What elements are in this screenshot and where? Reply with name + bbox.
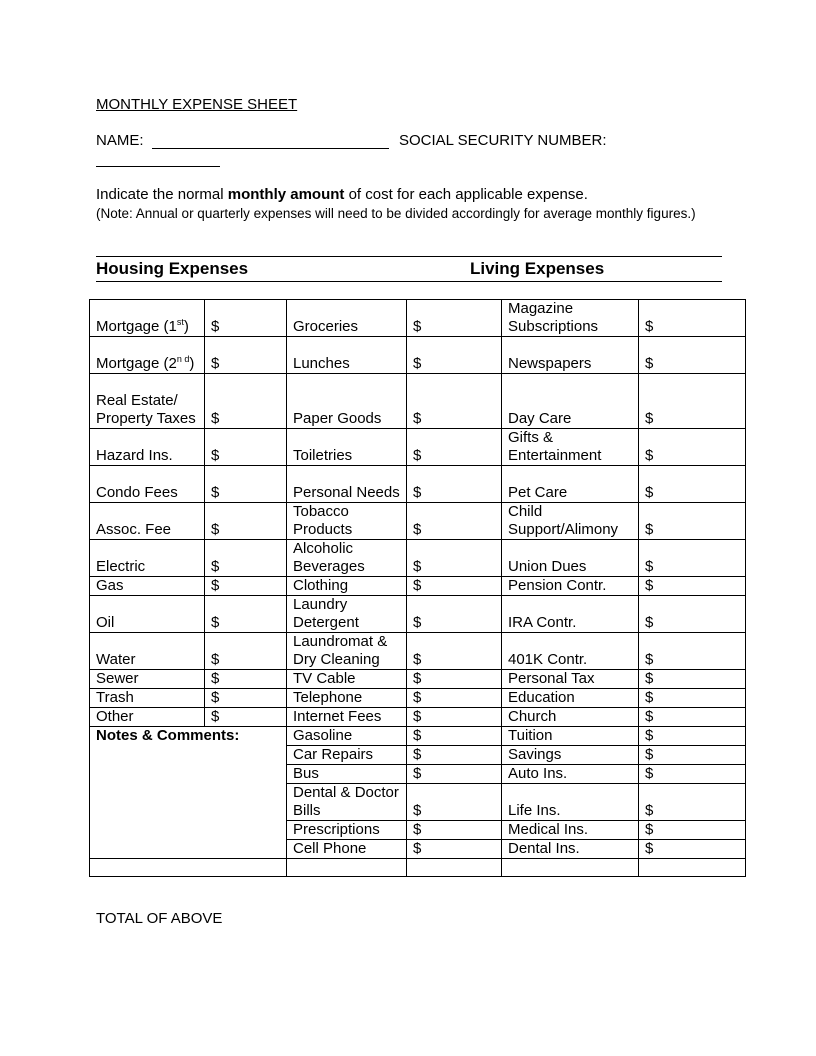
empty-cell[interactable]	[90, 859, 287, 877]
living-expense-label: Child Support/Alimony	[502, 503, 639, 540]
empty-cell[interactable]	[407, 859, 502, 877]
housing-expense-label	[90, 503, 205, 540]
table-row	[90, 727, 746, 746]
housing-expense-label	[90, 708, 205, 727]
living-expense-label: Tuition	[502, 727, 639, 746]
living-amount-field[interactable]: $	[639, 540, 746, 577]
housing-amount-field[interactable]: $	[205, 633, 287, 670]
living-amount-field[interactable]: $	[407, 503, 502, 540]
living-expense-label: Paper Goods	[287, 374, 407, 429]
table-row	[90, 300, 746, 337]
living-expense-label: Gifts & Entertainment	[502, 429, 639, 466]
housing-expense-label	[90, 429, 205, 466]
living-amount-field[interactable]: $	[639, 840, 746, 859]
housing-amount-field[interactable]: $	[205, 596, 287, 633]
living-amount-field[interactable]: $	[407, 429, 502, 466]
expense-label-text: Trash	[96, 689, 134, 706]
section-divider-bottom	[96, 281, 722, 282]
living-amount-field[interactable]: $	[639, 577, 746, 596]
living-amount-field[interactable]: $	[639, 503, 746, 540]
notes-comments-area[interactable]: Notes & Comments:	[90, 727, 287, 859]
living-amount-field[interactable]: $	[407, 596, 502, 633]
living-amount-field[interactable]: $	[407, 689, 502, 708]
instructions-bold: monthly amount	[227, 186, 345, 203]
housing-expense-label	[90, 540, 205, 577]
housing-amount-field[interactable]: $	[205, 577, 287, 596]
living-amount-field[interactable]: $	[407, 374, 502, 429]
living-expense-label: Education	[502, 689, 639, 708]
table-row	[90, 577, 746, 596]
expense-label-text: Other	[96, 708, 134, 725]
housing-expenses-heading: Housing Expenses	[96, 259, 249, 278]
housing-expense-label	[90, 374, 205, 429]
living-amount-field[interactable]: $	[639, 670, 746, 689]
expense-label-tail: )	[183, 318, 189, 335]
living-amount-field[interactable]: $	[407, 840, 502, 859]
housing-expense-label	[90, 300, 205, 337]
name-label: NAME:	[96, 132, 144, 149]
living-expense-label: 401K Contr.	[502, 633, 639, 670]
living-expense-label: Pet Care	[502, 466, 639, 503]
expense-label-text: Oil	[96, 614, 115, 631]
living-amount-field[interactable]: $	[407, 466, 502, 503]
living-expense-label: Dental & Doctor Bills	[287, 784, 407, 821]
living-expense-label: Telephone	[287, 689, 407, 708]
housing-expense-label	[90, 466, 205, 503]
living-expense-label: Tobacco Products	[287, 503, 407, 540]
living-expenses-heading: Living Expenses	[470, 259, 605, 278]
living-expense-label: Personal Needs	[287, 466, 407, 503]
expense-label-text: Mortgage (1	[96, 318, 177, 335]
expense-label-text: Mortgage (2	[96, 355, 177, 372]
living-amount-field[interactable]: $	[407, 633, 502, 670]
housing-expense-label	[90, 670, 205, 689]
table-row-empty	[90, 859, 746, 877]
living-expense-label: Car Repairs	[287, 746, 407, 765]
expense-table	[89, 299, 746, 877]
expense-label-text: Condo Fees	[96, 484, 178, 501]
living-amount-field[interactable]: $	[639, 821, 746, 840]
housing-amount-field[interactable]: $	[205, 300, 287, 337]
instructions-note: (Note: Annual or quarterly expenses will need to be divided accordingly for average monthly figures.)	[96, 206, 696, 221]
living-expense-label: Cell Phone	[287, 840, 407, 859]
living-expense-label: Savings	[502, 746, 639, 765]
ssn-blank-line[interactable]	[96, 166, 220, 167]
ordinal-suffix: n d	[176, 354, 190, 364]
table-row	[90, 429, 746, 466]
table-row	[90, 503, 746, 540]
expense-label-text: Sewer	[96, 670, 139, 687]
empty-cell[interactable]	[502, 859, 639, 877]
living-expense-label: TV Cable	[287, 670, 407, 689]
living-amount-field[interactable]: $	[639, 689, 746, 708]
living-amount-field[interactable]: $	[639, 708, 746, 727]
living-amount-field[interactable]: $	[639, 746, 746, 765]
living-expense-label: IRA Contr.	[502, 596, 639, 633]
living-amount-field[interactable]: $	[639, 429, 746, 466]
table-row	[90, 633, 746, 670]
expense-label-text: Water	[96, 651, 136, 668]
living-amount-field[interactable]: $	[639, 727, 746, 746]
instructions	[96, 186, 588, 203]
section-divider-top	[96, 256, 722, 257]
living-expense-label: Laundromat & Dry Cleaning	[287, 633, 407, 670]
living-expense-label: Auto Ins.	[502, 765, 639, 784]
housing-amount-field[interactable]: $	[205, 374, 287, 429]
instructions-suffix: of cost for each applicable expense.	[344, 186, 588, 203]
housing-amount-field[interactable]: $	[205, 689, 287, 708]
living-expense-label: Gasoline	[287, 727, 407, 746]
name-blank-line[interactable]	[152, 148, 389, 149]
expense-label-text: Real Estate/ Property Taxes	[96, 392, 196, 427]
housing-expense-label	[90, 596, 205, 633]
empty-cell[interactable]	[639, 859, 746, 877]
expense-label-text: Gas	[96, 577, 124, 594]
empty-cell[interactable]	[287, 859, 407, 877]
living-amount-field[interactable]: $	[407, 765, 502, 784]
expense-label-tail: )	[189, 355, 195, 372]
living-expense-label: Laundry Detergent	[287, 596, 407, 633]
living-expense-label: Internet Fees	[287, 708, 407, 727]
living-expense-label: Clothing	[287, 577, 407, 596]
expense-label-text: Hazard Ins.	[96, 447, 173, 464]
living-expense-label: Dental Ins.	[502, 840, 639, 859]
living-amount-field[interactable]: $	[639, 633, 746, 670]
living-amount-field[interactable]: $	[639, 784, 746, 821]
living-amount-field[interactable]: $	[407, 821, 502, 840]
living-amount-field[interactable]: $	[407, 300, 502, 337]
expense-label-text: Assoc. Fee	[96, 521, 172, 538]
living-expense-label: Bus	[287, 765, 407, 784]
living-amount-field[interactable]: $	[407, 337, 502, 374]
expense-label-text: Electric	[96, 558, 146, 575]
housing-amount-field[interactable]: $	[205, 429, 287, 466]
housing-amount-field[interactable]: $	[205, 540, 287, 577]
table-row	[90, 540, 746, 577]
housing-expense-label	[90, 337, 205, 374]
table-row	[90, 337, 746, 374]
living-amount-field[interactable]: $	[639, 596, 746, 633]
living-expense-label: Newspapers	[502, 337, 639, 374]
living-amount-field[interactable]: $	[639, 466, 746, 503]
table-row	[90, 596, 746, 633]
housing-expense-label	[90, 633, 205, 670]
instructions-prefix: Indicate the normal	[96, 186, 228, 203]
living-expense-label: Groceries	[287, 300, 407, 337]
living-expense-label: Toiletries	[287, 429, 407, 466]
living-expense-label: Alcoholic Beverages	[287, 540, 407, 577]
living-amount-field[interactable]: $	[407, 746, 502, 765]
living-expense-label: Union Dues	[502, 540, 639, 577]
table-row	[90, 708, 746, 727]
living-expense-label: Church	[502, 708, 639, 727]
living-amount-field[interactable]: $	[639, 337, 746, 374]
living-amount-field[interactable]: $	[639, 374, 746, 429]
housing-expense-label	[90, 577, 205, 596]
housing-amount-field[interactable]: $	[205, 670, 287, 689]
living-amount-field[interactable]: $	[407, 784, 502, 821]
housing-amount-field[interactable]: $	[205, 337, 287, 374]
living-amount-field[interactable]: $	[639, 300, 746, 337]
living-expense-label: Magazine Subscriptions	[502, 300, 639, 337]
ordinal-suffix: st	[176, 317, 184, 327]
living-expense-label: Pension Contr.	[502, 577, 639, 596]
table-row	[90, 466, 746, 503]
living-expense-label: Lunches	[287, 337, 407, 374]
total-label: TOTAL OF ABOVE	[96, 910, 223, 927]
living-expense-label: Medical Ins.	[502, 821, 639, 840]
table-row	[90, 689, 746, 708]
living-amount-field[interactable]: $	[639, 765, 746, 784]
living-amount-field[interactable]: $	[407, 577, 502, 596]
living-expense-label: Life Ins.	[502, 784, 639, 821]
housing-amount-field[interactable]: $	[205, 466, 287, 503]
ssn-label: SOCIAL SECURITY NUMBER:	[399, 132, 607, 149]
living-expense-label: Day Care	[502, 374, 639, 429]
housing-amount-field[interactable]: $	[205, 708, 287, 727]
table-row	[90, 670, 746, 689]
housing-amount-field[interactable]: $	[205, 503, 287, 540]
housing-expense-label	[90, 689, 205, 708]
living-amount-field[interactable]: $	[407, 540, 502, 577]
living-amount-field[interactable]: $	[407, 727, 502, 746]
living-amount-field[interactable]: $	[407, 670, 502, 689]
living-expense-label: Personal Tax	[502, 670, 639, 689]
table-row	[90, 374, 746, 429]
document-title: MONTHLY EXPENSE SHEET	[96, 96, 298, 113]
living-amount-field[interactable]: $	[407, 708, 502, 727]
living-expense-label: Prescriptions	[287, 821, 407, 840]
